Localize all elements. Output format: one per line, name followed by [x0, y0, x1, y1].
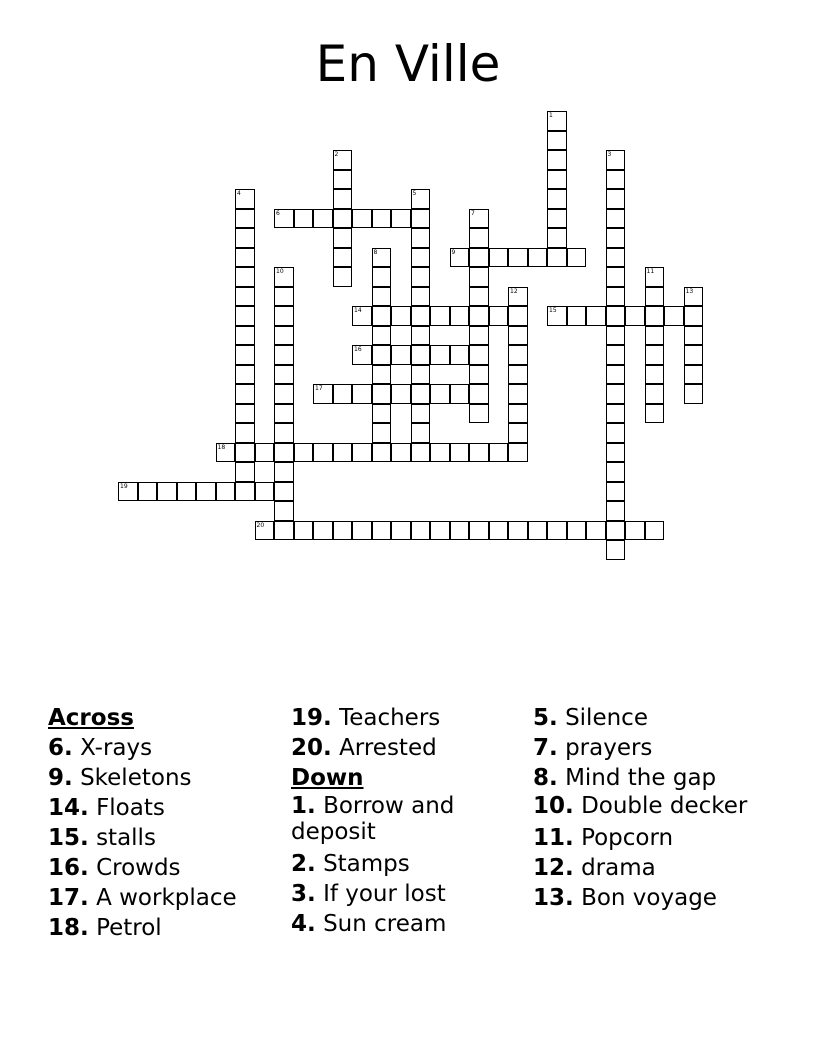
grid-cell[interactable] [606, 287, 626, 307]
grid-cell[interactable] [625, 521, 645, 541]
grid-cell[interactable] [372, 306, 392, 326]
down-clue: 1. Borrow and deposit [291, 793, 455, 845]
across-clue: 9. Skeletons [48, 765, 192, 791]
grid-cell[interactable] [450, 384, 470, 404]
grid-cell[interactable] [645, 287, 665, 307]
grid-cell[interactable] [333, 384, 353, 404]
grid-cell[interactable] [391, 521, 411, 541]
grid-cell[interactable] [645, 326, 665, 346]
grid-cell[interactable] [450, 248, 470, 268]
puzzle-title: En Ville [315, 35, 501, 93]
grid-cell[interactable] [411, 443, 431, 463]
grid-cell[interactable] [235, 248, 255, 268]
clue-number: 19 [120, 482, 128, 490]
grid-cell[interactable] [235, 462, 255, 482]
grid-cell[interactable] [606, 443, 626, 463]
grid-cell[interactable] [411, 384, 431, 404]
grid-cell[interactable] [684, 384, 704, 404]
grid-cell[interactable] [508, 326, 528, 346]
grid-cell[interactable] [430, 384, 450, 404]
grid-cell[interactable] [235, 189, 255, 209]
clue-number: 15 [549, 307, 557, 314]
grid-cell[interactable] [508, 287, 528, 307]
grid-cell[interactable] [606, 306, 626, 326]
down-clue: 7. prayers [533, 735, 653, 761]
grid-cell[interactable] [489, 306, 509, 326]
down-clue: 13. Bon voyage [533, 885, 717, 911]
grid-cell[interactable] [528, 248, 548, 268]
down-clue: 12. drama [533, 855, 656, 881]
clue-number: 4 [237, 190, 241, 197]
grid-cell[interactable] [372, 345, 392, 365]
grid-cell[interactable] [508, 306, 528, 326]
grid-cell[interactable] [411, 209, 431, 229]
grid-cell[interactable] [664, 306, 684, 326]
grid-cell[interactable] [333, 228, 353, 248]
grid-cell[interactable] [489, 521, 509, 541]
grid-cell[interactable] [567, 521, 587, 541]
grid-cell[interactable] [469, 384, 489, 404]
grid-cell[interactable] [313, 384, 333, 404]
grid-cell[interactable] [606, 521, 626, 541]
down-clue: 11. Popcorn [533, 825, 674, 851]
grid-cell[interactable] [274, 443, 294, 463]
grid-cell[interactable] [606, 540, 626, 560]
grid-cell[interactable] [469, 267, 489, 287]
grid-cell[interactable] [411, 287, 431, 307]
grid-cell[interactable] [333, 209, 353, 229]
clue-number: 10 [276, 268, 284, 275]
grid-cell[interactable] [372, 384, 392, 404]
grid-cell[interactable] [177, 482, 197, 502]
across-clue: 15. stalls [48, 825, 156, 851]
clues-column-2 [291, 703, 521, 939]
grid-cell[interactable] [469, 248, 489, 268]
grid-cell[interactable] [411, 228, 431, 248]
clue-number: 11 [646, 268, 655, 275]
grid-cell[interactable] [235, 404, 255, 424]
grid-cell[interactable] [547, 306, 567, 326]
grid-cell[interactable] [645, 404, 665, 424]
grid-cell[interactable] [411, 306, 431, 326]
grid-cell[interactable] [274, 501, 294, 521]
down-clue: 3. If your lost [291, 881, 446, 907]
clue-number: 1 [549, 112, 553, 119]
clue-number: 3 [607, 151, 612, 158]
across-clue: 18. Petrol [48, 915, 162, 941]
grid-cell[interactable] [606, 170, 626, 190]
grid-cell[interactable] [606, 228, 626, 248]
grid-cell[interactable] [508, 248, 528, 268]
grid-cell[interactable] [645, 521, 665, 541]
grid-cell[interactable] [391, 209, 411, 229]
grid-cell[interactable] [274, 462, 294, 482]
grid-cell[interactable] [274, 287, 294, 307]
clue-number: 14 [354, 307, 362, 314]
grid-cell[interactable] [235, 482, 255, 502]
grid-cell[interactable] [469, 287, 489, 307]
down-clue: 5. Silence [533, 705, 648, 731]
grid-cell[interactable] [489, 248, 509, 268]
grid-cell[interactable] [586, 306, 606, 326]
grid-cell[interactable] [255, 443, 275, 463]
grid-cell[interactable] [391, 345, 411, 365]
clue-number: 9 [451, 248, 456, 256]
grid-cell[interactable] [352, 209, 372, 229]
grid-cell[interactable] [235, 306, 255, 326]
down-clue: 10. Double decker [533, 793, 748, 819]
grid-cell[interactable] [606, 248, 626, 268]
grid-cell[interactable] [606, 365, 626, 385]
grid-cell[interactable] [235, 365, 255, 385]
grid-cell[interactable] [469, 306, 489, 326]
grid-cell[interactable] [372, 423, 392, 443]
grid-cell[interactable] [391, 443, 411, 463]
grid-cell[interactable] [372, 521, 392, 541]
grid-cell[interactable] [372, 326, 392, 346]
grid-cell[interactable] [684, 365, 704, 385]
grid-cell[interactable] [333, 150, 353, 170]
across-clue: 17. A workplace [48, 885, 237, 911]
grid-cell[interactable] [274, 209, 294, 229]
grid-cell[interactable] [255, 521, 275, 541]
grid-cell[interactable] [274, 306, 294, 326]
grid-cell[interactable] [333, 189, 353, 209]
grid-cell[interactable] [606, 462, 626, 482]
clue-number: 18 [217, 443, 226, 451]
clue-number: 2 [334, 151, 339, 158]
clues-column-1 [48, 703, 278, 943]
grid-cell[interactable] [235, 384, 255, 404]
grid-cell[interactable] [333, 443, 353, 463]
grid-cell[interactable] [333, 170, 353, 190]
clue-number: 8 [373, 248, 378, 256]
grid-cell[interactable] [450, 443, 470, 463]
grid-cell[interactable] [567, 306, 587, 326]
grid-cell[interactable] [274, 326, 294, 346]
grid-cell[interactable] [547, 131, 567, 151]
grid-cell[interactable] [547, 248, 567, 268]
grid-cell[interactable] [235, 443, 255, 463]
grid-cell[interactable] [216, 443, 236, 463]
across-clue: 19. Teachers [291, 705, 441, 731]
grid-cell[interactable] [352, 384, 372, 404]
across-heading: Across [48, 705, 134, 731]
grid-cell[interactable] [508, 365, 528, 385]
grid-cell[interactable] [489, 443, 509, 463]
across-clue: 6. X-rays [48, 735, 153, 761]
grid-cell[interactable] [274, 267, 294, 287]
grid-cell[interactable] [645, 365, 665, 385]
grid-cell[interactable] [684, 306, 704, 326]
grid-cell[interactable] [469, 209, 489, 229]
across-clue: 16. Crowds [48, 855, 181, 881]
grid-cell[interactable] [138, 482, 158, 502]
grid-cell[interactable] [684, 326, 704, 346]
clues-column-3 [533, 703, 763, 913]
grid-cell[interactable] [333, 248, 353, 268]
grid-cell[interactable] [216, 482, 236, 502]
grid-cell[interactable] [508, 345, 528, 365]
grid-cell[interactable] [645, 345, 665, 365]
grid-cell[interactable] [294, 443, 314, 463]
grid-cell[interactable] [235, 267, 255, 287]
grid-cell[interactable] [196, 482, 216, 502]
grid-cell[interactable] [294, 521, 314, 541]
grid-cell[interactable] [235, 209, 255, 229]
down-clue: 2. Stamps [291, 851, 410, 877]
grid-cell[interactable] [274, 482, 294, 502]
grid-cell[interactable] [372, 404, 392, 424]
across-clue: 14. Floats [48, 795, 165, 821]
grid-cell[interactable] [586, 521, 606, 541]
grid-cell[interactable] [508, 384, 528, 404]
grid-cell[interactable] [606, 423, 626, 443]
grid-cell[interactable] [372, 248, 392, 268]
grid-cell[interactable] [430, 521, 450, 541]
clue-number: 7 [471, 209, 475, 217]
grid-cell[interactable] [235, 287, 255, 307]
grid-cell[interactable] [606, 501, 626, 521]
grid-cell[interactable] [606, 345, 626, 365]
grid-cell[interactable] [547, 150, 567, 170]
grid-cell[interactable] [430, 306, 450, 326]
grid-cell[interactable] [469, 228, 489, 248]
grid-cell[interactable] [547, 111, 567, 131]
grid-cell[interactable] [157, 482, 177, 502]
grid-cell[interactable] [352, 345, 372, 365]
grid-cell[interactable] [411, 423, 431, 443]
down-clue: 8. Mind the gap [533, 765, 717, 791]
grid-cell[interactable] [411, 345, 431, 365]
grid-cell[interactable] [469, 404, 489, 424]
grid-cell[interactable] [508, 423, 528, 443]
grid-cell[interactable] [508, 443, 528, 463]
grid-cell[interactable] [411, 189, 431, 209]
grid-cell[interactable] [352, 443, 372, 463]
grid-cell[interactable] [333, 267, 353, 287]
grid-cell[interactable] [372, 365, 392, 385]
grid-cell[interactable] [606, 384, 626, 404]
grid-cell[interactable] [372, 209, 392, 229]
grid-cell[interactable] [294, 209, 314, 229]
grid-cell[interactable] [235, 326, 255, 346]
grid-cell[interactable] [118, 482, 138, 502]
grid-cell[interactable] [411, 365, 431, 385]
grid-cell[interactable] [606, 267, 626, 287]
grid-cell[interactable] [411, 248, 431, 268]
grid-cell[interactable] [469, 443, 489, 463]
clue-number: 20 [256, 521, 265, 529]
grid-cell[interactable] [274, 423, 294, 443]
grid-cell[interactable] [333, 521, 353, 541]
grid-cell[interactable] [450, 345, 470, 365]
grid-cell[interactable] [645, 306, 665, 326]
grid-cell[interactable] [372, 267, 392, 287]
grid-cell[interactable] [372, 287, 392, 307]
grid-cell[interactable] [274, 345, 294, 365]
grid-cell[interactable] [411, 326, 431, 346]
grid-cell[interactable] [274, 404, 294, 424]
clue-number: 12 [510, 287, 518, 295]
grid-cell[interactable] [430, 345, 450, 365]
grid-cell[interactable] [352, 306, 372, 326]
grid-cell[interactable] [450, 306, 470, 326]
grid-cell[interactable] [547, 521, 567, 541]
grid-cell[interactable] [411, 404, 431, 424]
across-clue: 20. Arrested [291, 735, 437, 761]
grid-cell[interactable] [313, 209, 333, 229]
grid-cell[interactable] [606, 482, 626, 502]
down-clue: 4. Sun cream [291, 911, 447, 937]
grid-cell[interactable] [430, 443, 450, 463]
clue-number: 16 [354, 346, 362, 353]
grid-cell[interactable] [313, 521, 333, 541]
grid-cell[interactable] [255, 482, 275, 502]
grid-cell[interactable] [235, 228, 255, 248]
grid-cell[interactable] [606, 326, 626, 346]
grid-cell[interactable] [391, 384, 411, 404]
grid-cell[interactable] [645, 267, 665, 287]
grid-cell[interactable] [469, 521, 489, 541]
clue-number: 6 [276, 209, 280, 217]
grid-cell[interactable] [547, 228, 567, 248]
grid-cell[interactable] [684, 287, 704, 307]
grid-cell[interactable] [606, 189, 626, 209]
grid-cell[interactable] [684, 345, 704, 365]
grid-cell[interactable] [508, 521, 528, 541]
clue-number: 13 [685, 287, 694, 295]
grid-cell[interactable] [450, 521, 470, 541]
grid-cell[interactable] [606, 150, 626, 170]
grid-cell[interactable] [469, 345, 489, 365]
grid-cell[interactable] [645, 384, 665, 404]
grid-cell[interactable] [606, 404, 626, 424]
grid-cell[interactable] [528, 521, 548, 541]
grid-cell[interactable] [274, 521, 294, 541]
grid-cell[interactable] [606, 209, 626, 229]
grid-cell[interactable] [469, 365, 489, 385]
grid-cell[interactable] [274, 384, 294, 404]
clue-number: 5 [412, 190, 417, 197]
grid-cell[interactable] [372, 443, 392, 463]
grid-cell[interactable] [547, 170, 567, 190]
grid-cell[interactable] [567, 248, 587, 268]
grid-cell[interactable] [391, 306, 411, 326]
grid-cell[interactable] [411, 521, 431, 541]
grid-cell[interactable] [547, 189, 567, 209]
grid-cell[interactable] [235, 423, 255, 443]
clue-number: 17 [315, 385, 323, 392]
grid-cell[interactable] [235, 345, 255, 365]
grid-cell[interactable] [469, 326, 489, 346]
grid-cell[interactable] [547, 209, 567, 229]
grid-cell[interactable] [313, 443, 333, 463]
down-heading: Down [291, 765, 364, 791]
grid-cell[interactable] [411, 267, 431, 287]
grid-cell[interactable] [625, 306, 645, 326]
grid-cell[interactable] [508, 404, 528, 424]
grid-cell[interactable] [352, 521, 372, 541]
grid-cell[interactable] [274, 365, 294, 385]
